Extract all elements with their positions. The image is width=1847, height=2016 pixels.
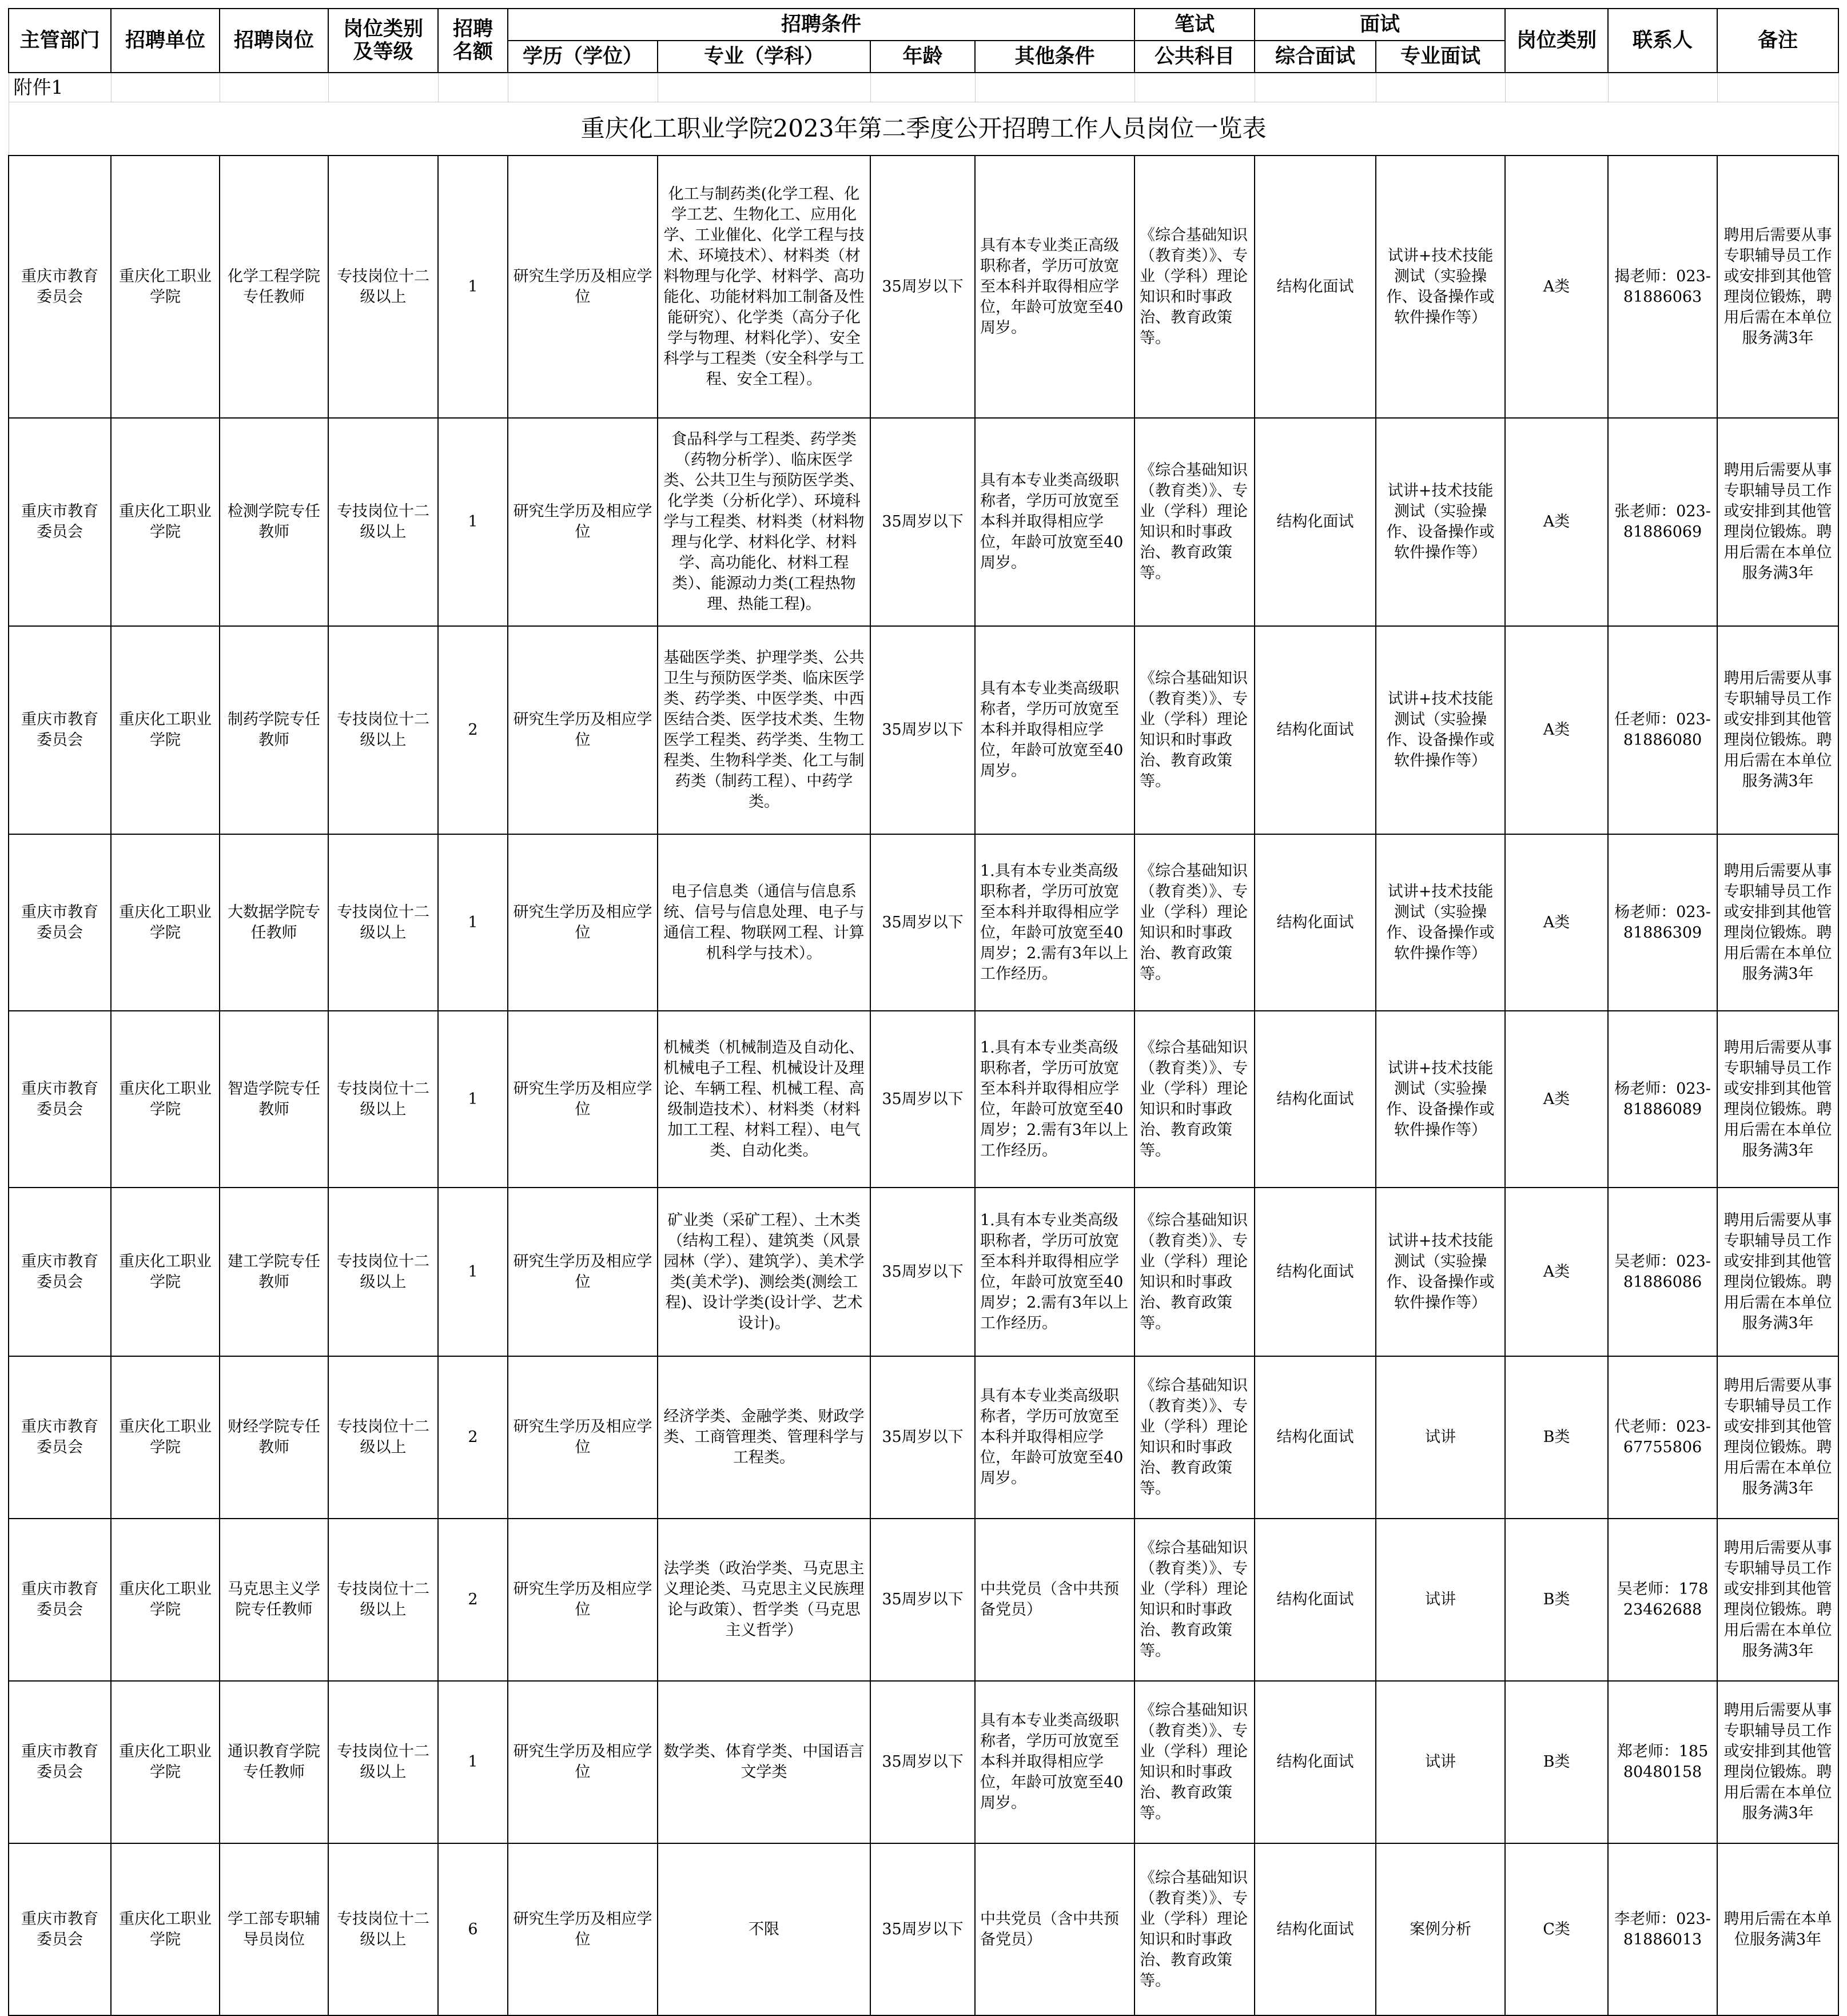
header-remark[interactable]: 备注 bbox=[1717, 9, 1838, 73]
cell-written[interactable]: 《综合基础知识（教育类）》、专业（学科）理论知识和时事政治、教育政策等。 bbox=[1135, 156, 1255, 418]
cell-major[interactable]: 基础医学类、护理学类、公共卫生与预防医学类、临床医学类、药学类、中医学类、中西医结合类、医学技术类、生物医学工程类、药学类、生物工程类、生物科学类、化工与制药类（制药工程）、中药学类。 bbox=[658, 626, 870, 834]
cell-written[interactable]: 《综合基础知识（教育类）》、专业（学科）理论知识和时事政治、教育政策等。 bbox=[1135, 626, 1255, 834]
cell-major[interactable]: 食品科学与工程类、药学类（药物分析学）、临床医学类、公共卫生与预防医学类、化学类（分析化学）、环境科学与工程类、材料类（材料物理与化学、材料化学、材料学、高功能化、材料工程类）、能源动力类(工程热物理、热能工程)。 bbox=[658, 418, 870, 626]
header-post-grade[interactable]: 岗位类别及等级 bbox=[328, 9, 438, 73]
cell-edu[interactable]: 研究生学历及相应学位 bbox=[508, 1519, 658, 1681]
cell-age[interactable]: 35周岁以下 bbox=[870, 418, 975, 626]
cell-grade[interactable]: 专技岗位十二级以上 bbox=[328, 418, 438, 626]
cell-written[interactable]: 《综合基础知识（教育类）》、专业（学科）理论知识和时事政治、教育政策等。 bbox=[1135, 1519, 1255, 1681]
cell-post[interactable]: 智造学院专任教师 bbox=[220, 1011, 328, 1188]
table-row bbox=[9, 418, 1838, 626]
header-unit[interactable]: 招聘单位 bbox=[111, 9, 220, 73]
cell-major[interactable]: 数学类、体育学类、中国语言文学类 bbox=[658, 1681, 870, 1843]
cell-grade[interactable]: 专技岗位十二级以上 bbox=[328, 626, 438, 834]
cell-type[interactable]: A类 bbox=[1505, 626, 1608, 834]
cell-contact[interactable]: 张老师：023-81886069 bbox=[1608, 418, 1717, 626]
cell-edu[interactable]: 研究生学历及相应学位 bbox=[508, 1356, 658, 1519]
cell-remark[interactable]: 聘用后需要从事专职辅导员工作或安排到其他管理岗位锻炼。聘用后需在本单位服务满3年 bbox=[1717, 1011, 1838, 1188]
cell-general[interactable]: 结构化面试 bbox=[1255, 1011, 1376, 1188]
cell-edu[interactable]: 研究生学历及相应学位 bbox=[508, 1188, 658, 1356]
cell-general[interactable]: 结构化面试 bbox=[1255, 156, 1376, 418]
cell-edu[interactable]: 研究生学历及相应学位 bbox=[508, 156, 658, 418]
cell-other[interactable]: 具有本专业类高级职称者，学历可放宽至本科并取得相应学位，年龄可放宽至40周岁。 bbox=[975, 626, 1135, 834]
header-post-type[interactable]: 岗位类别 bbox=[1505, 9, 1608, 73]
cell-type[interactable]: A类 bbox=[1505, 1011, 1608, 1188]
cell-dept[interactable]: 重庆市教育委员会 bbox=[9, 1011, 111, 1188]
cell-quota[interactable]: 2 bbox=[438, 626, 508, 834]
cell-age[interactable]: 35周岁以下 bbox=[870, 1519, 975, 1681]
cell-post[interactable]: 化学工程学院专任教师 bbox=[220, 156, 328, 418]
table-row bbox=[9, 1188, 1838, 1356]
cell-remark[interactable]: 聘用后需在本单位服务满3年 bbox=[1717, 1843, 1838, 2015]
cell-other[interactable]: 1.具有本专业类高级职称者，学历可放宽至本科并取得相应学位，年龄可放宽至40周岁；2.需有3年以上工作经历。 bbox=[975, 1011, 1135, 1188]
cell-age[interactable]: 35周岁以下 bbox=[870, 1681, 975, 1843]
table-row bbox=[9, 156, 1838, 418]
table-row bbox=[9, 1681, 1838, 1843]
cell-professional[interactable]: 试讲+技术技能测试（实验操作、设备操作或软件操作等） bbox=[1376, 1188, 1505, 1356]
cell-professional[interactable]: 试讲 bbox=[1376, 1356, 1505, 1519]
header-dept[interactable]: 主管部门 bbox=[9, 9, 111, 73]
cell-remark[interactable]: 聘用后需要从事专职辅导员工作或安排到其他管理岗位锻炼。聘用后需在本单位服务满3年 bbox=[1717, 1681, 1838, 1843]
cell-contact[interactable]: 杨老师：023-81886089 bbox=[1608, 1011, 1717, 1188]
header-written[interactable]: 笔试 bbox=[1135, 9, 1255, 41]
sheet-top-rows bbox=[9, 73, 1838, 156]
cell-dept[interactable]: 重庆市教育委员会 bbox=[9, 418, 111, 626]
cell-grade[interactable]: 专技岗位十二级以上 bbox=[328, 834, 438, 1011]
cell-professional[interactable]: 试讲+技术技能测试（实验操作、设备操作或软件操作等） bbox=[1376, 156, 1505, 418]
cell-post[interactable]: 马克思主义学院专任教师 bbox=[220, 1519, 328, 1681]
header-conditions[interactable]: 招聘条件 bbox=[508, 9, 1135, 41]
cell-dept[interactable]: 重庆市教育委员会 bbox=[9, 1843, 111, 2015]
cell-contact[interactable]: 揭老师：023-81886063 bbox=[1608, 156, 1717, 418]
cell-age[interactable]: 35周岁以下 bbox=[870, 1356, 975, 1519]
cell-remark[interactable]: 聘用后需要从事专职辅导员工作或安排到其他管理岗位锻炼。聘用后需在本单位服务满3年 bbox=[1717, 626, 1838, 834]
header-quota[interactable]: 招聘名额 bbox=[438, 9, 508, 73]
table-row bbox=[9, 834, 1838, 1011]
cell-other[interactable]: 具有本专业类高级职称者，学历可放宽至本科并取得相应学位，年龄可放宽至40周岁。 bbox=[975, 418, 1135, 626]
cell-professional[interactable]: 试讲+技术技能测试（实验操作、设备操作或软件操作等） bbox=[1376, 626, 1505, 834]
cell-post[interactable]: 通识教育学院专任教师 bbox=[220, 1681, 328, 1843]
header-other[interactable]: 其他条件 bbox=[975, 41, 1135, 73]
cell-contact[interactable]: 吴老师：17823462688 bbox=[1608, 1519, 1717, 1681]
cell-age[interactable]: 35周岁以下 bbox=[870, 1843, 975, 2015]
cell-written[interactable]: 《综合基础知识（教育类）》、专业（学科）理论知识和时事政治、教育政策等。 bbox=[1135, 1356, 1255, 1519]
header-public-subject[interactable]: 公共科目 bbox=[1135, 41, 1255, 73]
cell-post[interactable]: 学工部专职辅导员岗位 bbox=[220, 1843, 328, 2015]
cell-grade[interactable]: 专技岗位十二级以上 bbox=[328, 156, 438, 418]
cell-contact[interactable]: 任老师：023-81886080 bbox=[1608, 626, 1717, 834]
cell-dept[interactable]: 重庆市教育委员会 bbox=[9, 1519, 111, 1681]
cell-written[interactable]: 《综合基础知识（教育类）》、专业（学科）理论知识和时事政治、教育政策等。 bbox=[1135, 1188, 1255, 1356]
recruitment-table bbox=[8, 8, 1839, 2016]
cell-professional[interactable]: 案例分析 bbox=[1376, 1843, 1505, 2015]
cell-professional[interactable]: 试讲+技术技能测试（实验操作、设备操作或软件操作等） bbox=[1376, 834, 1505, 1011]
cell-remark[interactable]: 聘用后需要从事专职辅导员工作或安排到其他管理岗位锻炼，聘用后需在本单位服务满3年 bbox=[1717, 156, 1838, 418]
header-edu[interactable]: 学历（学位） bbox=[508, 41, 658, 73]
cell-major[interactable]: 机械类（机械制造及自动化、机械电子工程、机械设计及理论、车辆工程、机械工程、高级制造技术）、材料类（材料加工工程、材料工程）、电气类、自动化类。 bbox=[658, 1011, 870, 1188]
cell-grade[interactable]: 专技岗位十二级以上 bbox=[328, 1188, 438, 1356]
cell-dept[interactable]: 重庆市教育委员会 bbox=[9, 1356, 111, 1519]
cell-unit[interactable]: 重庆化工职业学院 bbox=[111, 418, 220, 626]
cell-age[interactable]: 35周岁以下 bbox=[870, 626, 975, 834]
cell-unit[interactable]: 重庆化工职业学院 bbox=[111, 1519, 220, 1681]
cell-other[interactable]: 具有本专业类高级职称者，学历可放宽至本科并取得相应学位，年龄可放宽至40周岁。 bbox=[975, 1356, 1135, 1519]
header-interview[interactable]: 面试 bbox=[1255, 9, 1505, 41]
cell-age[interactable]: 35周岁以下 bbox=[870, 834, 975, 1011]
cell-quota[interactable]: 1 bbox=[438, 1011, 508, 1188]
cell-edu[interactable]: 研究生学历及相应学位 bbox=[508, 1843, 658, 2015]
table-row bbox=[9, 1356, 1838, 1519]
cell-major[interactable]: 化工与制药类(化学工程、化学工艺、生物化工、应用化学、工业催化、化学工程与技术、环境技术）、材料类（材料物理与化学、材料学、高功能化、功能材料加工制备及性能研究）、化学类（高分子化学与物理、材料化学）、安全科学与工程类（安全科学与工程、安全工程）。 bbox=[658, 156, 870, 418]
table-row bbox=[9, 1519, 1838, 1681]
cell-other[interactable]: 1.具有本专业类高级职称者，学历可放宽至本科并取得相应学位，年龄可放宽至40周岁；2.需有3年以上工作经历。 bbox=[975, 834, 1135, 1011]
cell-remark[interactable]: 聘用后需要从事专职辅导员工作或安排到其他管理岗位锻炼。聘用后需在本单位服务满3年 bbox=[1717, 1519, 1838, 1681]
cell-age[interactable]: 35周岁以下 bbox=[870, 1011, 975, 1188]
cell-contact[interactable]: 李老师：023-81886013 bbox=[1608, 1843, 1717, 2015]
cell-general[interactable]: 结构化面试 bbox=[1255, 1843, 1376, 2015]
header-major[interactable]: 专业（学科） bbox=[658, 41, 870, 73]
cell-edu[interactable]: 研究生学历及相应学位 bbox=[508, 1011, 658, 1188]
cell-quota[interactable]: 2 bbox=[438, 1519, 508, 1681]
cell-dept[interactable]: 重庆市教育委员会 bbox=[9, 1681, 111, 1843]
cell-other[interactable]: 1.具有本专业类高级职称者，学历可放宽至本科并取得相应学位，年龄可放宽至40周岁；2.需有3年以上工作经历。 bbox=[975, 1188, 1135, 1356]
cell-type[interactable]: C类 bbox=[1505, 1843, 1608, 2015]
cell-age[interactable]: 35周岁以下 bbox=[870, 1188, 975, 1356]
spreadsheet-sheet bbox=[8, 8, 1839, 2016]
cell-unit[interactable]: 重庆化工职业学院 bbox=[111, 834, 220, 1011]
header-age[interactable]: 年龄 bbox=[870, 41, 975, 73]
cell-general[interactable]: 结构化面试 bbox=[1255, 626, 1376, 834]
table-body bbox=[9, 156, 1838, 2015]
cell-grade[interactable]: 专技岗位十二级以上 bbox=[328, 1519, 438, 1681]
cell-general[interactable]: 结构化面试 bbox=[1255, 1188, 1376, 1356]
cell-written[interactable]: 《综合基础知识（教育类）》、专业（学科）理论知识和时事政治、教育政策等。 bbox=[1135, 834, 1255, 1011]
cell-other[interactable]: 具有本专业类高级职称者，学历可放宽至本科并取得相应学位，年龄可放宽至40周岁。 bbox=[975, 1681, 1135, 1843]
cell-quota[interactable]: 6 bbox=[438, 1843, 508, 2015]
cell-major[interactable]: 矿业类（采矿工程）、土木类（结构工程）、建筑类（风景园林（学）、建筑学）、美术学类(美术学)、测绘类(测绘工程)、设计学类(设计学、艺术设计)。 bbox=[658, 1188, 870, 1356]
cell-age[interactable]: 35周岁以下 bbox=[870, 156, 975, 418]
cell-contact[interactable]: 吴老师：023-81886086 bbox=[1608, 1188, 1717, 1356]
cell-edu[interactable]: 研究生学历及相应学位 bbox=[508, 418, 658, 626]
table-row bbox=[9, 1011, 1838, 1188]
cell-type[interactable]: A类 bbox=[1505, 1188, 1608, 1356]
cell-quota[interactable]: 2 bbox=[438, 1356, 508, 1519]
cell-grade[interactable]: 专技岗位十二级以上 bbox=[328, 1681, 438, 1843]
cell-contact[interactable]: 代老师：023-67755806 bbox=[1608, 1356, 1717, 1519]
cell-major[interactable]: 不限 bbox=[658, 1843, 870, 2015]
cell-general[interactable]: 结构化面试 bbox=[1255, 1519, 1376, 1681]
cell-unit[interactable]: 重庆化工职业学院 bbox=[111, 1188, 220, 1356]
cell-post[interactable]: 建工学院专任教师 bbox=[220, 1188, 328, 1356]
cell-written[interactable]: 《综合基础知识（教育类）》、专业（学科）理论知识和时事政治、教育政策等。 bbox=[1135, 1681, 1255, 1843]
header-general-interview[interactable]: 综合面试 bbox=[1255, 41, 1376, 73]
annex-label[interactable]: 附件1 bbox=[9, 73, 111, 102]
cell-professional[interactable]: 试讲+技术技能测试（实验操作、设备操作或软件操作等） bbox=[1376, 418, 1505, 626]
cell-unit[interactable]: 重庆化工职业学院 bbox=[111, 1011, 220, 1188]
cell-contact[interactable]: 杨老师：023-81886309 bbox=[1608, 834, 1717, 1011]
cell-major[interactable]: 经济学类、金融学类、财政学类、工商管理类、管理科学与工程类。 bbox=[658, 1356, 870, 1519]
table-row bbox=[9, 626, 1838, 834]
cell-written[interactable]: 《综合基础知识（教育类）》、专业（学科）理论知识和时事政治、教育政策等。 bbox=[1135, 418, 1255, 626]
annex-row bbox=[9, 73, 1838, 102]
cell-post[interactable]: 大数据学院专任教师 bbox=[220, 834, 328, 1011]
table-row bbox=[9, 1843, 1838, 2015]
cell-general[interactable]: 结构化面试 bbox=[1255, 1681, 1376, 1843]
cell-type[interactable]: B类 bbox=[1505, 1519, 1608, 1681]
cell-type[interactable]: A类 bbox=[1505, 156, 1608, 418]
cell-remark[interactable]: 聘用后需要从事专职辅导员工作或安排到其他管理岗位锻炼。聘用后需在本单位服务满3年 bbox=[1717, 834, 1838, 1011]
header-contact[interactable]: 联系人 bbox=[1608, 9, 1717, 73]
cell-edu[interactable]: 研究生学历及相应学位 bbox=[508, 834, 658, 1011]
cell-contact[interactable]: 郑老师：18580480158 bbox=[1608, 1681, 1717, 1843]
cell-major[interactable]: 电子信息类（通信与信息系统、信号与信息处理、电子与通信工程、物联网工程、计算机科学与技术）。 bbox=[658, 834, 870, 1011]
cell-quota[interactable]: 1 bbox=[438, 834, 508, 1011]
cell-type[interactable]: A类 bbox=[1505, 834, 1608, 1011]
page-title[interactable]: 重庆化工职业学院2023年第二季度公开招聘工作人员岗位一览表 bbox=[9, 102, 1838, 156]
cell-professional[interactable]: 试讲+技术技能测试（实验操作、设备操作或软件操作等） bbox=[1376, 1011, 1505, 1188]
header-row-1 bbox=[9, 9, 1838, 41]
header-post[interactable]: 招聘岗位 bbox=[220, 9, 328, 73]
cell-unit[interactable]: 重庆化工职业学院 bbox=[111, 626, 220, 834]
cell-grade[interactable]: 专技岗位十二级以上 bbox=[328, 1011, 438, 1188]
cell-edu[interactable]: 研究生学历及相应学位 bbox=[508, 626, 658, 834]
cell-grade[interactable]: 专技岗位十二级以上 bbox=[328, 1843, 438, 2015]
cell-written[interactable]: 《综合基础知识（教育类）》、专业（学科）理论知识和时事政治、教育政策等。 bbox=[1135, 1011, 1255, 1188]
cell-post[interactable]: 财经学院专任教师 bbox=[220, 1356, 328, 1519]
cell-grade[interactable]: 专技岗位十二级以上 bbox=[328, 1356, 438, 1519]
header-professional-interview[interactable]: 专业面试 bbox=[1376, 41, 1505, 73]
cell-unit[interactable]: 重庆化工职业学院 bbox=[111, 1843, 220, 2015]
cell-dept[interactable]: 重庆市教育委员会 bbox=[9, 626, 111, 834]
cell-dept[interactable]: 重庆市教育委员会 bbox=[9, 1188, 111, 1356]
cell-edu[interactable]: 研究生学历及相应学位 bbox=[508, 1681, 658, 1843]
cell-post[interactable]: 检测学院专任教师 bbox=[220, 418, 328, 626]
cell-written[interactable]: 《综合基础知识（教育类）》、专业（学科）理论知识和时事政治、教育政策等。 bbox=[1135, 1843, 1255, 2015]
cell-remark[interactable]: 聘用后需要从事专职辅导员工作或安排到其他管理岗位锻炼。聘用后需在本单位服务满3年 bbox=[1717, 1356, 1838, 1519]
cell-type[interactable]: B类 bbox=[1505, 1356, 1608, 1519]
cell-quota[interactable]: 1 bbox=[438, 156, 508, 418]
cell-other[interactable]: 具有本专业类正高级职称者，学历可放宽至本科并取得相应学位，年龄可放宽至40周岁。 bbox=[975, 156, 1135, 418]
cell-quota[interactable]: 1 bbox=[438, 1681, 508, 1843]
cell-other[interactable]: 中共党员（含中共预备党员） bbox=[975, 1843, 1135, 2015]
cell-post[interactable]: 制药学院专任教师 bbox=[220, 626, 328, 834]
cell-remark[interactable]: 聘用后需要从事专职辅导员工作或安排到其他管理岗位锻炼。聘用后需在本单位服务满3年 bbox=[1717, 418, 1838, 626]
cell-dept[interactable]: 重庆市教育委员会 bbox=[9, 156, 111, 418]
cell-type[interactable]: B类 bbox=[1505, 1681, 1608, 1843]
title-row bbox=[9, 102, 1838, 156]
cell-professional[interactable]: 试讲 bbox=[1376, 1681, 1505, 1843]
cell-quota[interactable]: 1 bbox=[438, 1188, 508, 1356]
cell-unit[interactable]: 重庆化工职业学院 bbox=[111, 1356, 220, 1519]
cell-unit[interactable]: 重庆化工职业学院 bbox=[111, 156, 220, 418]
cell-general[interactable]: 结构化面试 bbox=[1255, 418, 1376, 626]
cell-professional[interactable]: 试讲 bbox=[1376, 1519, 1505, 1681]
cell-type[interactable]: A类 bbox=[1505, 418, 1608, 626]
table-header bbox=[9, 9, 1838, 73]
cell-major[interactable]: 法学类（政治学类、马克思主义理论类、马克思主义民族理论与政策）、哲学类（马克思主义哲学） bbox=[658, 1519, 870, 1681]
cell-remark[interactable]: 聘用后需要从事专职辅导员工作或安排到其他管理岗位锻炼。聘用后需在本单位服务满3年 bbox=[1717, 1188, 1838, 1356]
cell-quota[interactable]: 1 bbox=[438, 418, 508, 626]
cell-general[interactable]: 结构化面试 bbox=[1255, 1356, 1376, 1519]
cell-dept[interactable]: 重庆市教育委员会 bbox=[9, 834, 111, 1011]
cell-unit[interactable]: 重庆化工职业学院 bbox=[111, 1681, 220, 1843]
cell-other[interactable]: 中共党员（含中共预备党员） bbox=[975, 1519, 1135, 1681]
cell-general[interactable]: 结构化面试 bbox=[1255, 834, 1376, 1011]
